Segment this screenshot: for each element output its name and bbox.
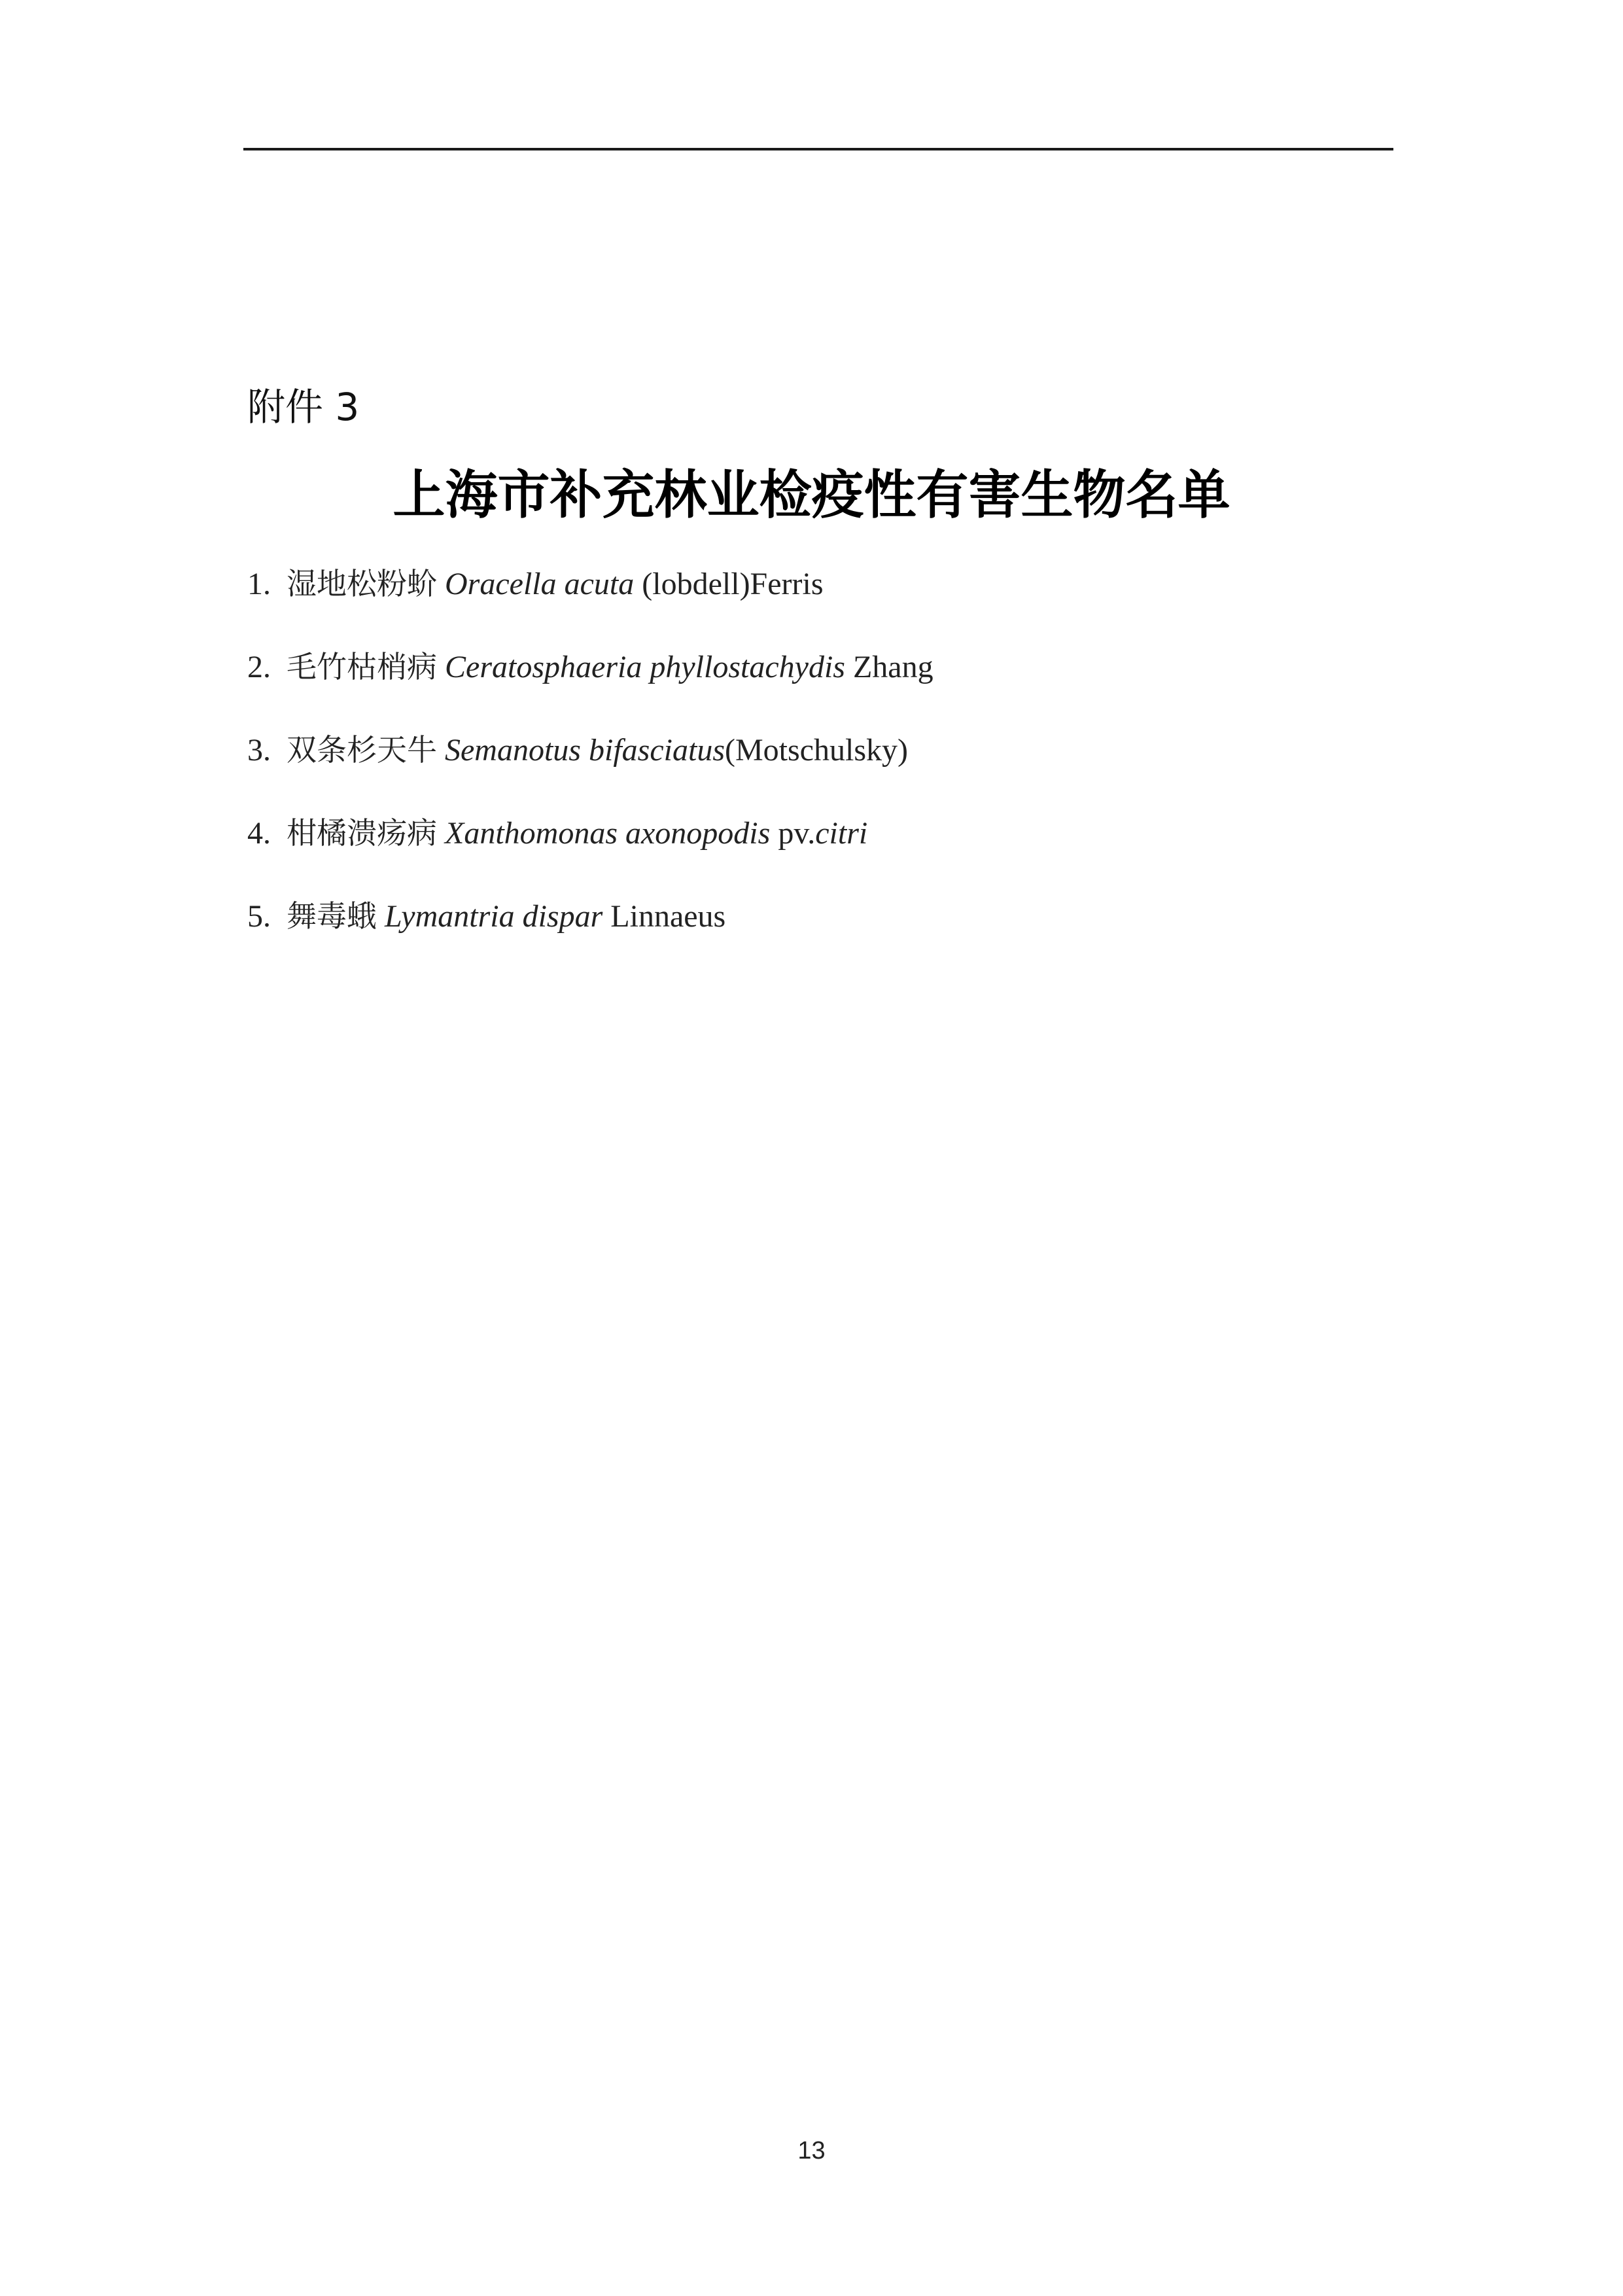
chinese-name: 舞毒蛾 (287, 898, 377, 934)
pest-list (247, 557, 934, 973)
item-number: 1. (247, 567, 271, 601)
authority: Zhang (852, 650, 934, 684)
item-number: 3. (247, 733, 271, 768)
list-item (247, 890, 934, 973)
item-number: 2. (247, 650, 271, 684)
item-number: 5. (247, 899, 271, 934)
scientific-name: Xanthomonas axonopodis (445, 816, 771, 851)
scientific-name: Ceratosphaeria phyllostachydis (445, 650, 845, 684)
list-item (247, 641, 934, 724)
chinese-name: 毛竹枯梢病 (287, 649, 437, 684)
attachment-label: 附件 3 (247, 385, 360, 429)
scientific-name: Semanotus bifasciatus (445, 733, 725, 768)
scientific-name: Lymantria dispar (385, 899, 603, 934)
authority: (Motschulsky) (725, 733, 908, 768)
authority: (lobdell)Ferris (642, 567, 824, 601)
list-item (247, 724, 934, 807)
pathovar-name: citri (815, 816, 868, 851)
authority: pv. (778, 816, 816, 851)
list-item (247, 807, 934, 890)
item-number: 4. (247, 816, 271, 851)
page-number: 13 (797, 2137, 826, 2164)
authority: Linnaeus (610, 899, 726, 934)
page-title: 上海市补充林业检疫性有害生物名单 (393, 465, 1230, 525)
list-item (247, 557, 934, 641)
chinese-name: 双条杉天牛 (287, 732, 437, 768)
header-rule (243, 148, 1393, 150)
scientific-name: Oracella acuta (445, 567, 635, 601)
chinese-name: 湿地松粉蚧 (287, 566, 437, 601)
chinese-name: 柑橘溃疡病 (287, 815, 437, 851)
